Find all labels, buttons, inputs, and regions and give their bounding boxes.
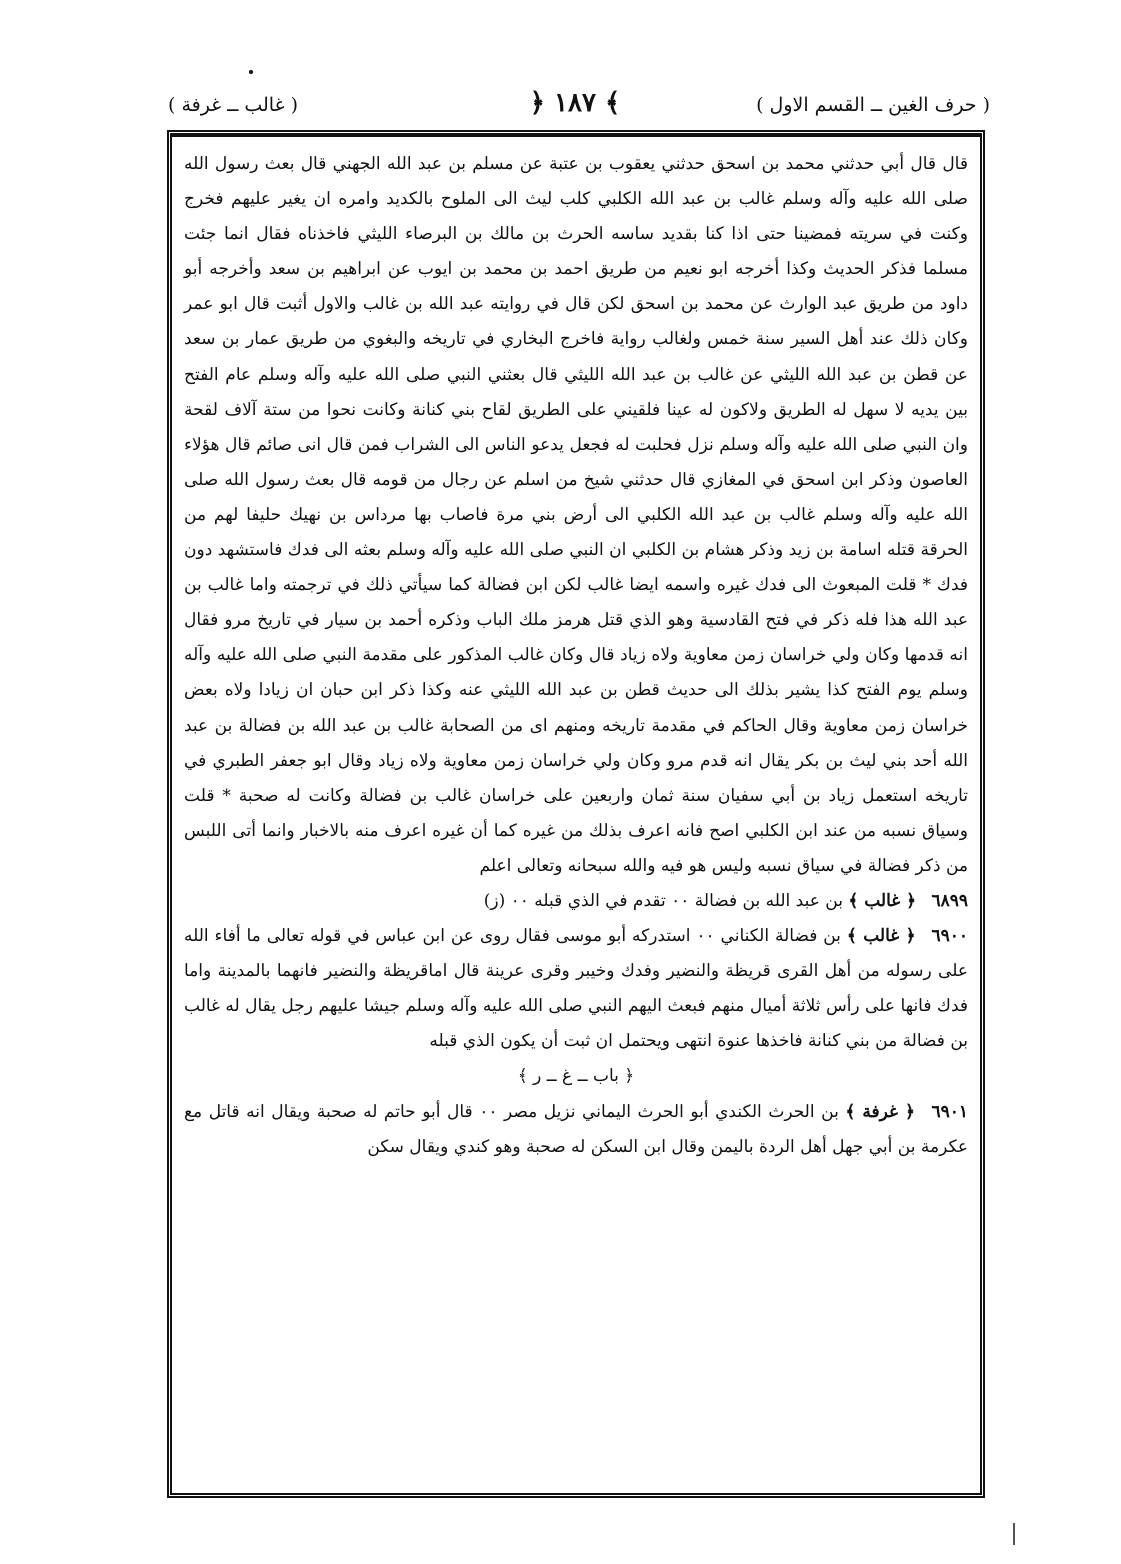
entry-6899 xyxy=(184,884,968,919)
entry-6901 xyxy=(184,1095,968,1165)
entry-name: ﴿ غرفة ﴾ xyxy=(845,1101,915,1122)
entry-6900 xyxy=(184,919,968,1059)
header-entries: ( غالب ــ غرفة ) xyxy=(168,94,298,116)
entry-text: بن عبد الله بن فضالة ٠٠ تقدم في الذي قبله ٠٠ (ز) xyxy=(483,890,843,911)
entry-number: ٦٨٩٩ xyxy=(931,890,968,911)
entry-number: ٦٩٠٠ xyxy=(931,926,969,947)
margin-mark xyxy=(1013,1523,1015,1545)
entry-text: بن الحرث الكندي أبو الحرث اليماني نزيل مصر ٠٠ قال أبو حاتم له صحبة ويقال انه قاتل مع عكرمة بن أبي جهل أهل الردة باليمن وقال ابن السكن له صحبة وهو كندي ويقال سكن xyxy=(184,1101,968,1157)
page-number: ﴾ ١٨٧ ﴿ xyxy=(529,88,621,118)
ink-dot xyxy=(249,70,253,74)
entry-name: ﴿ غالب ﴾ xyxy=(846,926,916,947)
body-paragraph: قال قال أبي حدثني محمد بن اسحق حدثني يعقوب بن عتبة عن مسلم بن عبد الله الجهني قال بعث رسول الله صلى الله عليه وآله وسلم غالب بن عبد الله الكلبي كلب ليث الى الملوح بالكديد وامره ان يغير عليهم فخرج وكنت في سريته فمضينا حتى اذا كنا بقديد ساسه الحرث بن مالك بن البرصاء الليثي فاخذناه فقال انما جئت مسلما فذكر الحديث وكذا أخرجه ابو نعيم من طريق احمد بن محمد بن ايوب عن ابراهيم بن سعد وأخرجه أبو داود من طريق عبد الوارث عن محمد بن اسحق لكن قال في روايته عبد الله بن غالب والاول أثبت قال ابو عمر وكان ذلك عند أهل السير سنة خمس ولغالب رواية فاخرج البخاري في تاريخه والبغوي من طريق عمار بن سعد عن قطن بن عبد الله الليثي عن غالب بن عبد الله الليثي قال بعثني النبي صلى الله عليه وآله وسلم عام الفتح بين يديه لا سهل له الطريق ولاكون له عينا فلقيني على الطريق لقاح بني كنانة وكانت نحوا من ستة آلاف لقحة وان النبي صلى الله عليه وآله وسلم نزل فحلبت له فجعل يدعو الناس الى الشراب فمن قال انى صائم قال هؤلاء العاصون وذكر ابن اسحق في المغازي قال حدثني شيخ من اسلم عن رجال من قومه قال بعث رسول الله صلى الله عليه وآله وسلم غالب بن عبد الله الكلبي الى أرض بني مرة فاصاب بها مرداس بن نهيك حليفا لهم من الحرقة قتله اسامة بن زيد وذكر هشام بن الكلبي ان النبي صلى الله عليه وآله وسلم بعثه الى فدك فاستشهد دون فدك * قلت المبعوث الى فدك غيره واسمه ايضا غالب لكن ابن فضالة كما سيأتي ذلك في ترجمته واما غالب بن عبد الله هذا فله ذكر في فتح القادسية وهو الذي قتل هرمز ملك الباب وذكره أحمد بن سيار في تاريخ مرو فقال انه قدمها وكان ولي خراسان زمن معاوية ولاه زياد قال وكان غالب المذكور على مقدمة النبي صلى الله عليه وآله وسلم يوم الفتح كذا يشير بذلك الى حديث قطن بن عبد الله الليثي عنه وكذا ذكر ابن حبان ان زيادا ولاه بعض خراسان زمن معاوية وقال الحاكم في مقدمة تاريخه ومنهم اى من الصحابة غالب بن عبد الله بن فضالة بن عبد الله أحد بني ليث بن بكر يقال انه قدم مرو وكان ولي خراسان زمن معاوية ولاه زياد وقال ابو جعفر الطبري في تاريخه استعمل زياد بن أبي سفيان سنة ثمان واربعين على خراسان غالب بن فضالة وكانت له صحبة * قلت وسياق نسبه من عند ابن الكلبي اصح فانه اعرف بذلك من غيره كما أن غيره اعرف منه بالاخبار وانما أتى اللبس من ذكر فضالة في سياق نسبه وليس هو فيه والله سبحانه وتعالى اعلم xyxy=(184,154,968,876)
page-body xyxy=(184,147,968,1487)
header-chapter: ( حرف الغين ــ القسم الاول ) xyxy=(756,94,990,116)
page-header xyxy=(160,88,990,128)
section-title: ﴿ باب ــ غ ــ ر ﴾ xyxy=(517,1066,635,1087)
entry-name: ﴿ غالب ﴾ xyxy=(848,890,917,911)
entry-text: بن فضالة الكناني ٠٠ استدركه أبو موسى فقال روى عن ابن عباس في قوله تعالى ما أفاء الله على رسوله من أهل القرى قريظة والنضير وفدك وخيبر وقرى عرينة قال اماقريظة والنضير فانهما بالمدينة واما فدك فانها على رأس ثلاثة أميال منهم فبعث اليهم النبي صلى الله عليه وآله وسلم جيشا عليهم رجل يقال له غالب بن فضالة من بني كنانة فاخذها عنوة انتهى ويحتمل ان ثبت أن يكون الذي قبله xyxy=(184,926,968,1052)
entry-number: ٦٩٠١ xyxy=(931,1101,968,1122)
